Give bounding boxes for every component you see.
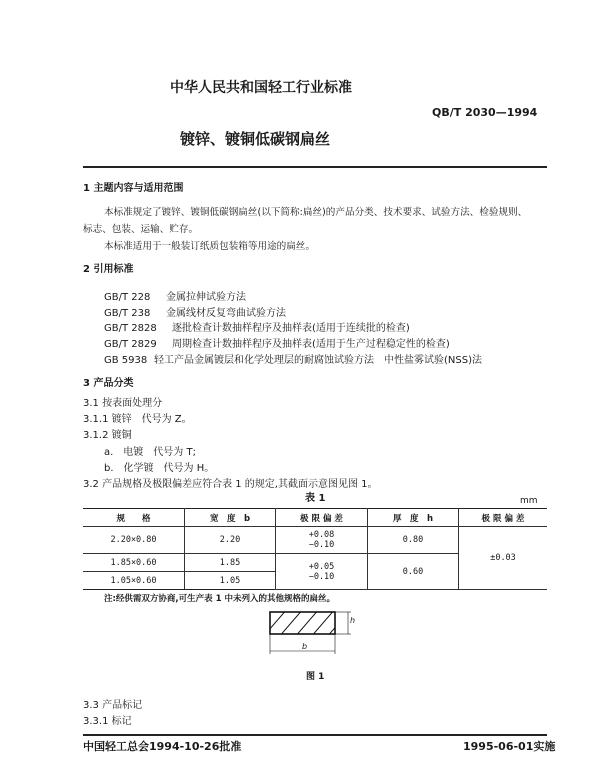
col-header: 极 限 偏 差: [276, 509, 368, 527]
cell-spec: 2.20×0.80: [83, 527, 185, 554]
cell-width: 2.20: [185, 527, 276, 554]
cell-spec: 1.05×0.60: [83, 572, 185, 590]
col-header: 宽 度 b: [185, 509, 276, 527]
col-header: 厚 度 h: [368, 509, 459, 527]
clause-3-3-1: 3.3.1 标记: [83, 716, 132, 727]
approval-date: 中国轻工总会1994-10-26批准: [83, 740, 242, 753]
reference-item: GB/T 2828 逐批检查计数抽样程序及抽样表(适用于连续批的检查): [104, 323, 410, 334]
section-1-para: 本标准规定了镀锌、镀铜低碳钢扁丝(以下简称:扁丝)的产品分类、技术要求、试验方法、检验规则、: [104, 207, 528, 218]
section-2-heading: 2 引用标准: [83, 264, 134, 275]
dimension-h-label: h: [350, 616, 356, 625]
cell-width-tol: +0.05 −0.10: [276, 554, 368, 590]
header-rule: [83, 166, 547, 168]
item-b: b. 化学镀 代号为 H。: [104, 463, 215, 474]
cell-width: 1.85: [185, 554, 276, 572]
cell-width: 1.05: [185, 572, 276, 590]
clause-3-3: 3.3 产品标记: [83, 700, 143, 711]
figure-caption: 图 1: [306, 672, 325, 682]
reference-item: GB/T 238 金属线材反复弯曲试验方法: [104, 308, 286, 319]
reference-item: GB/T 2829 周期检查计数抽样程序及抽样表(适用于生产过程稳定性的检查): [104, 339, 450, 350]
section-1-heading: 1 主题内容与适用范围: [83, 183, 184, 194]
table-row: [83, 527, 547, 554]
implementation-date: 1995-06-01实施: [463, 740, 556, 753]
footer-rule: [83, 734, 547, 736]
table-caption: 表 1: [305, 493, 326, 504]
reference-item: GB/T 228 金属拉伸试验方法: [104, 292, 246, 303]
cell-spec: 1.85×0.60: [83, 554, 185, 572]
issuing-org: 中华人民共和国轻工行业标准: [170, 80, 352, 96]
cell-width-tol: +0.08 −0.10: [276, 527, 368, 554]
clause-3-1: 3.1 按表面处理分: [83, 398, 163, 409]
section-1-para-2: 本标准适用于一般装订纸质包装箱等用途的扁丝。: [104, 241, 316, 252]
section-3-heading: 3 产品分类: [83, 378, 134, 389]
dimension-b-label: b: [302, 642, 308, 651]
cross-section-figure: [262, 608, 362, 658]
spec-table: [83, 508, 547, 590]
clause-3-2: 3.2 产品规格及极限偏差应符合表 1 的规定,其截面示意图见图 1。: [83, 479, 378, 490]
table-unit: mm: [520, 496, 538, 506]
cell-thickness: 0.60: [368, 554, 459, 590]
reference-item: GB 5938 轻工产品金属镀层和化学处理层的耐腐蚀试验方法 中性盐雾试验(NSS)法: [104, 355, 482, 366]
section-1-para-cont: 标志、包装、运输、贮存。: [83, 224, 199, 235]
clause-3-1-2: 3.1.2 镀铜: [83, 430, 132, 441]
col-header: 极 限 偏 差: [459, 509, 548, 527]
item-a: a. 电镀 代号为 T;: [104, 447, 196, 458]
cell-thickness-tol: ±0.03: [459, 527, 548, 590]
cell-thickness: 0.80: [368, 527, 459, 554]
col-header: 规 格: [83, 509, 185, 527]
clause-3-1-1: 3.1.1 镀锌 代号为 Z。: [83, 414, 192, 425]
table-note: 注:经供需双方协商,可生产表 1 中未列入的其他规格的扁丝。: [104, 594, 335, 604]
standard-code: QB/T 2030—1994: [432, 106, 538, 119]
document-title: 镀锌、镀铜低碳钢扁丝: [180, 130, 331, 148]
